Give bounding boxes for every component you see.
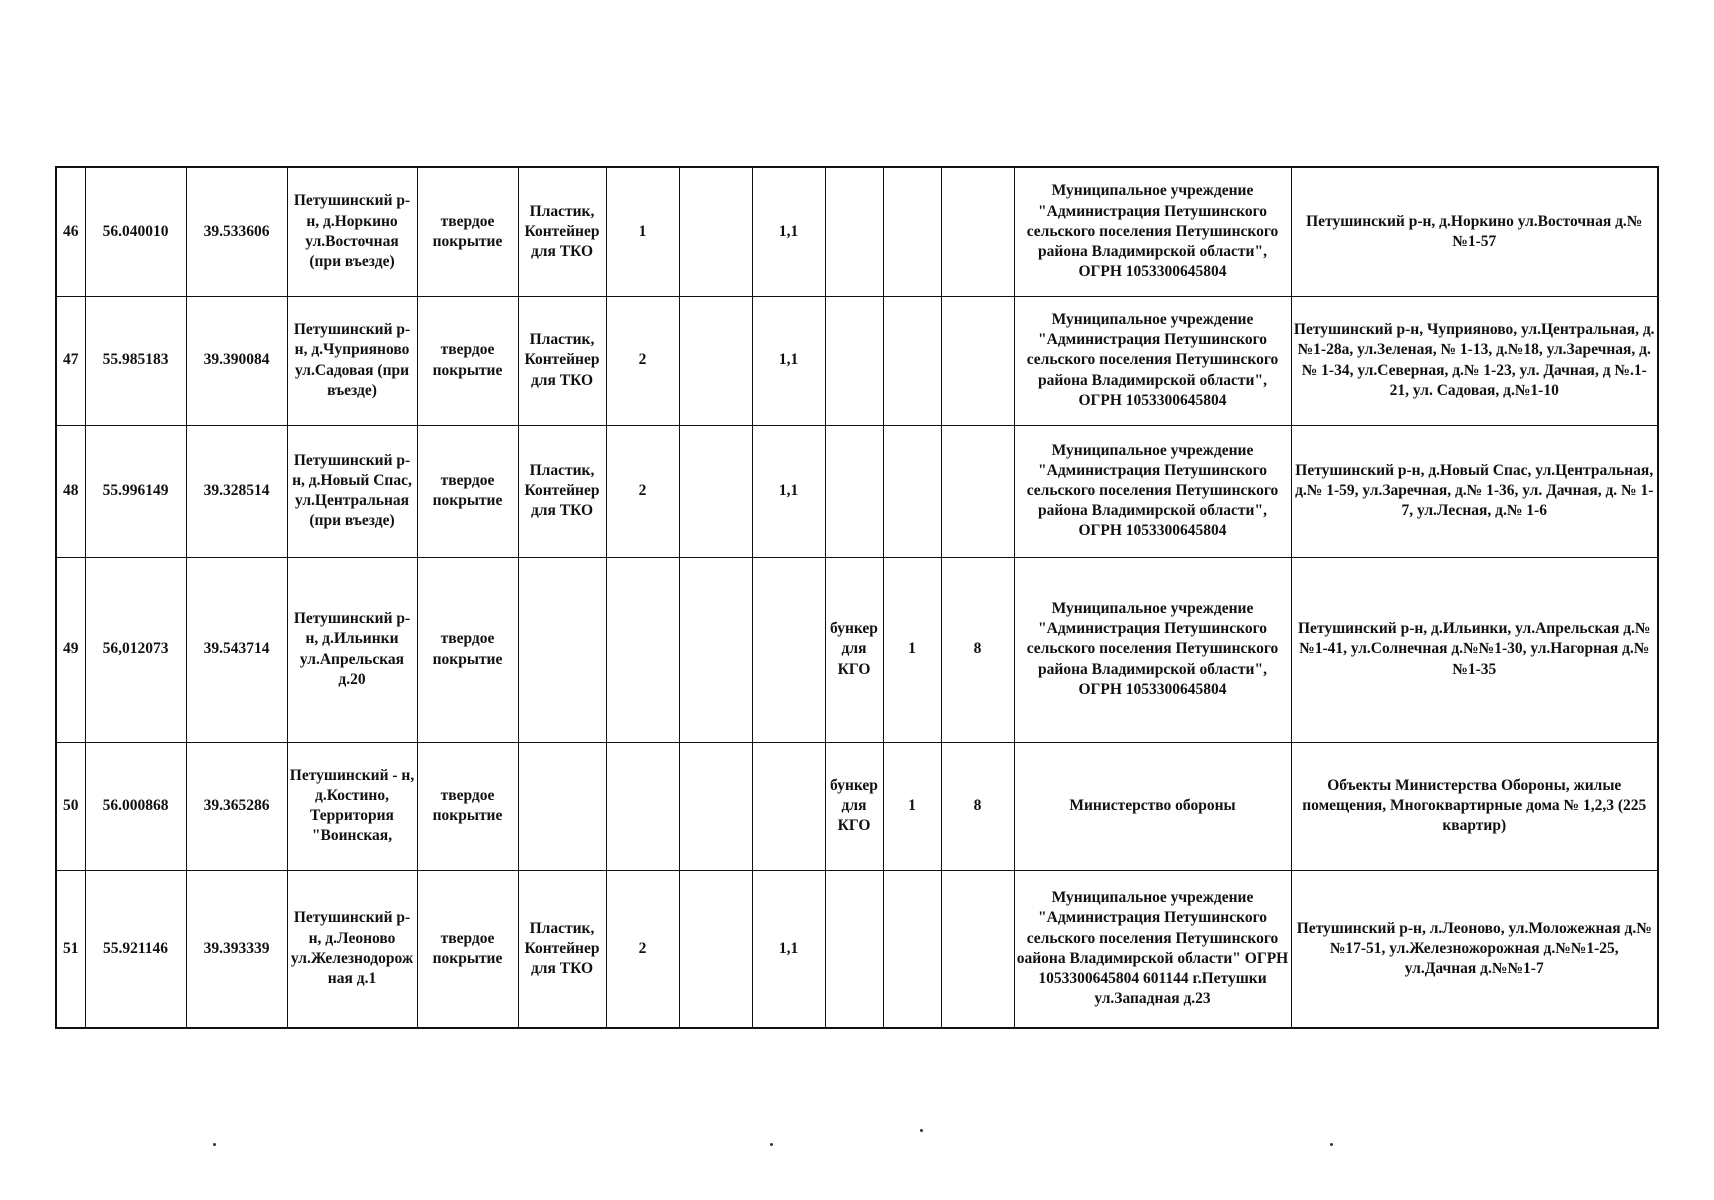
table-row — [56, 870, 1658, 1028]
longitude-cell: 39.365286 — [186, 742, 287, 870]
row-number-cell: 49 — [56, 557, 85, 742]
address-cell: Петушинский р-н, д.Леоново ул.Железнодорожная д.1 — [287, 870, 417, 1028]
waste-sources-cell: Петушинский р-н, л.Леоново, ул.Моложежная д.№№17-51, ул.Железножорожная д.№№1-25, ул.Дачная д.№№1-7 — [1291, 870, 1658, 1028]
longitude-cell: 39.328514 — [186, 425, 287, 557]
surface-type-cell: твердое покрытие — [417, 870, 518, 1028]
surface-type-cell: твердое покрытие — [417, 742, 518, 870]
bunker-type-cell — [825, 425, 883, 557]
row-number-cell: 47 — [56, 296, 85, 425]
surface-type-cell: твердое покрытие — [417, 425, 518, 557]
container-count-cell: 2 — [606, 870, 679, 1028]
empty-cell-cell — [679, 870, 752, 1028]
owner-cell: Муниципальное учреждение "Администрация Петушинского сельского поселения Петушинского оайона Владимирской области" ОГРН 1053300645804 601144 г.Петушки ул.Западная д.23 — [1014, 870, 1291, 1028]
row-number-cell: 48 — [56, 425, 85, 557]
longitude-cell: 39.393339 — [186, 870, 287, 1028]
bunker-volume-cell — [941, 167, 1014, 296]
surface-type-cell: твердое покрытие — [417, 167, 518, 296]
bunker-type-cell — [825, 870, 883, 1028]
row-number-cell: 50 — [56, 742, 85, 870]
empty-cell-cell — [679, 557, 752, 742]
table-row — [56, 742, 1658, 870]
bunker-volume-cell: 8 — [941, 742, 1014, 870]
waste-sources-cell: Петушинский р-н, д.Ильинки, ул.Апрельская д.№№1-41, ул.Солнечная д.№№1-30, ул.Нагорная д.№№1-35 — [1291, 557, 1658, 742]
bunker-volume-cell — [941, 425, 1014, 557]
container-count-cell — [606, 557, 679, 742]
surface-type-cell: твердое покрытие — [417, 296, 518, 425]
address-cell: Петушинский р-н, д.Чуприяново ул.Садовая (при въезде) — [287, 296, 417, 425]
bunker-count-cell: 1 — [883, 557, 941, 742]
container-count-cell: 2 — [606, 296, 679, 425]
bunker-type-cell: бункер для КГО — [825, 742, 883, 870]
container-type-cell: Пластик, Контейнер для ТКО — [518, 870, 606, 1028]
empty-cell-cell — [679, 167, 752, 296]
waste-sources-cell: Петушинский р-н, д.Норкино ул.Восточная д.№№1-57 — [1291, 167, 1658, 296]
bunker-type-cell — [825, 296, 883, 425]
scan-speck — [770, 1143, 773, 1146]
container-volume-cell: 1,1 — [752, 167, 825, 296]
address-cell: Петушинский р-н, д.Новый Спас, ул.Центральная (при въезде) — [287, 425, 417, 557]
longitude-cell: 39.390084 — [186, 296, 287, 425]
empty-cell-cell — [679, 742, 752, 870]
bunker-count-cell — [883, 296, 941, 425]
bunker-count-cell — [883, 425, 941, 557]
empty-cell-cell — [679, 296, 752, 425]
bunker-count-cell — [883, 870, 941, 1028]
latitude-cell: 56.000868 — [85, 742, 186, 870]
scan-speck — [920, 1129, 923, 1132]
owner-cell: Муниципальное учреждение "Администрация Петушинского сельского поселения Петушинского района Владимирской области", ОГРН 1053300645804 — [1014, 296, 1291, 425]
row-number-cell: 51 — [56, 870, 85, 1028]
container-volume-cell — [752, 742, 825, 870]
waste-sources-cell: Объекты Министерства Обороны, жилые помещения, Многоквартирные дома № 1,2,3 (225 квартир) — [1291, 742, 1658, 870]
owner-cell: Муниципальное учреждение "Администрация Петушинского сельского поселения Петушинского района Владимирской области", ОГРН 1053300645804 — [1014, 557, 1291, 742]
waste-sources-cell: Петушинский р-н, Чуприяново, ул.Центральная, д.№1-28а, ул.Зеленая, № 1-13, д.№18, ул.Заречная, д.№ 1-34, ул.Северная, д.№ 1-23, ул. Дачная, д №.1-21, ул. Садовая, д.№1-10 — [1291, 296, 1658, 425]
address-cell: Петушинский р-н, д.Норкино ул.Восточная (при въезде) — [287, 167, 417, 296]
bunker-count-cell — [883, 167, 941, 296]
bunker-volume-cell: 8 — [941, 557, 1014, 742]
row-number-cell: 46 — [56, 167, 85, 296]
container-volume-cell — [752, 557, 825, 742]
scan-speck — [1330, 1143, 1333, 1146]
container-volume-cell: 1,1 — [752, 870, 825, 1028]
table-row — [56, 296, 1658, 425]
container-type-cell — [518, 742, 606, 870]
table-row — [56, 557, 1658, 742]
container-count-cell: 1 — [606, 167, 679, 296]
container-count-cell: 2 — [606, 425, 679, 557]
container-type-cell — [518, 557, 606, 742]
latitude-cell: 55.985183 — [85, 296, 186, 425]
latitude-cell: 55.996149 — [85, 425, 186, 557]
waste-sites-table — [55, 166, 1659, 1029]
container-volume-cell: 1,1 — [752, 425, 825, 557]
container-type-cell: Пластик, Контейнер для ТКО — [518, 296, 606, 425]
surface-type-cell: твердое покрытие — [417, 557, 518, 742]
latitude-cell: 56.040010 — [85, 167, 186, 296]
bunker-volume-cell — [941, 870, 1014, 1028]
empty-cell-cell — [679, 425, 752, 557]
container-count-cell — [606, 742, 679, 870]
address-cell: Петушинский - н, д.Костино, Территория "Воинская, — [287, 742, 417, 870]
bunker-count-cell: 1 — [883, 742, 941, 870]
owner-cell: Министерство обороны — [1014, 742, 1291, 870]
bunker-volume-cell — [941, 296, 1014, 425]
table-row — [56, 425, 1658, 557]
owner-cell: Муниципальное учреждение "Администрация Петушинского сельского поселения Петушинского района Владимирской области", ОГРН 1053300645804 — [1014, 425, 1291, 557]
owner-cell: Муниципальное учреждение "Администрация Петушинского сельского поселения Петушинского района Владимирской области", ОГРН 1053300645804 — [1014, 167, 1291, 296]
latitude-cell: 55.921146 — [85, 870, 186, 1028]
container-type-cell: Пластик, Контейнер для ТКО — [518, 167, 606, 296]
longitude-cell: 39.543714 — [186, 557, 287, 742]
longitude-cell: 39.533606 — [186, 167, 287, 296]
address-cell: Петушинский р-н, д.Ильинки ул.Апрельская д.20 — [287, 557, 417, 742]
bunker-type-cell — [825, 167, 883, 296]
scan-speck — [213, 1143, 216, 1146]
table-row — [56, 167, 1658, 296]
latitude-cell: 56,012073 — [85, 557, 186, 742]
waste-sources-cell: Петушинский р-н, д.Новый Спас, ул.Центральная, д.№ 1-59, ул.Заречная, д.№ 1-36, ул. Дачная, д. № 1-7, ул.Лесная, д.№ 1-6 — [1291, 425, 1658, 557]
container-type-cell: Пластик, Контейнер для ТКО — [518, 425, 606, 557]
container-volume-cell: 1,1 — [752, 296, 825, 425]
bunker-type-cell: бункер для КГО — [825, 557, 883, 742]
